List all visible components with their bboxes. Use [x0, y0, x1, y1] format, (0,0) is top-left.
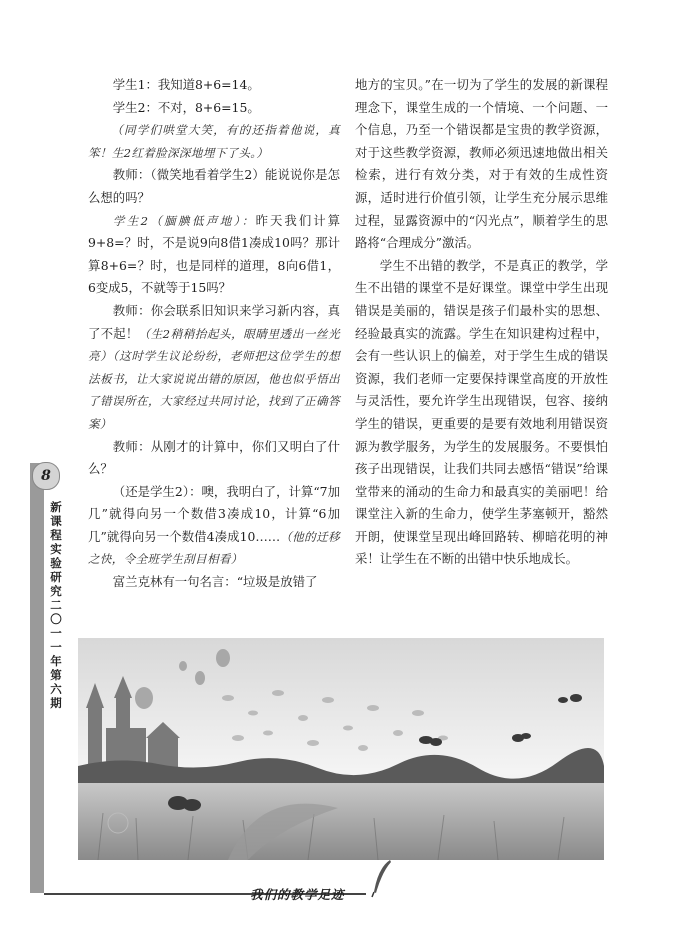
paragraph: 学生2：不对，8+6=15。 [112, 99, 260, 115]
paragraph-text: 昨天我们计算9+8=？时，不是说9向8借1凑成10吗？那计算8+6=？时，也是同样的道理，8向6借1，6变成5，不就等于15吗？ [88, 212, 340, 296]
footer-section-title: 我们的教学足迹 [250, 887, 345, 902]
paragraph [88, 481, 340, 571]
issue-year: 二〇一一年 [50, 598, 62, 668]
paragraph: 地方的宝贝。”在一切为了学生的发展的新课程理念下，课堂生成的一个情境、一个问题、一个信息，乃至一个错误都是宝贵的教学资源，对于这些教学资源，教师必须迅速地做出相关检索，进行有效分类，对于有效的生成性资源，适时进行价值引领，让学生充分展示思维过程，显露资源中的“闪光点”，顺着学生的思路将“合理成分”激活。 [355, 77, 608, 251]
quill-pen-icon [370, 858, 394, 898]
issue-number: 第六期 [50, 668, 62, 710]
journal-name: 新课程实验研究 [50, 500, 62, 598]
paragraph-note: （同学们哄堂大笑，有的还指着他说，真笨！生2红着脸深深地埋下了头。） [88, 123, 340, 160]
paragraph [88, 210, 340, 300]
paragraph-text: 教师：你会联系旧知识来学习新内容，真了不起！ [88, 302, 340, 341]
paragraph-note: （生2稍稍抬起头，眼睛里透出一丝光亮）（这时学生议论纷纷，老师把这位学生的想法板书，让大家说说出错的原因，他也似乎悟出了错误所在，大家经过共同讨论，找到了正确答案） [88, 326, 340, 431]
decorative-illustration [78, 638, 604, 860]
paragraph: 教师：从刚才的计算中，你们又明白了什么？ [88, 438, 340, 477]
paragraph-text: （还是学生2）：噢，我明白了，计算“7加几”就得向另一个数借3凑成10，计算“6加几”就得向另一个数借4凑成10…… [88, 483, 340, 544]
left-text-column [88, 74, 340, 594]
paragraph-note: （他的迁移之快，令全班学生刮目相看） [88, 529, 340, 567]
paragraph: 富兰克林有一句名言：“垃圾是放错了 [112, 574, 318, 590]
paragraph: 学生不出错的教学，不是真正的教学，学生不出错的课堂不是好课堂。课堂中学生出现错误是美丽的，错误是孩子们最朴实的思想、经验最真实的流露。学生在知识建构过程中，会有一些认识上的偏差，对于学生生成的错误资源，我们老师一定要保持课堂高度的开放性与灵活性，要允许学生出现错误，包容、接纳学生的错误，更重要的是要有效地利用错误资源为教学服务，为学生的发展服务。不要惧怕孩子出现错误，让我们共同去感悟“错误”给课堂带来的涌动的生命力和最真实的美丽吧！给课堂注入新的生命力，使学生茅塞顿开，豁然开朗，使课堂呈现出峰回路转、柳暗花明的神采！让学生在不断的出错中快乐地成长。 [355, 257, 608, 567]
right-text-column [355, 74, 608, 571]
paragraph: 教师：（微笑地看着学生2）能说说你是怎么想的吗？ [88, 167, 340, 205]
page-number: 8 [32, 462, 60, 490]
speaker-note: 学生2（腼腆低声地）： [112, 213, 256, 228]
paragraph [88, 300, 340, 436]
margin-bar [30, 463, 44, 893]
paragraph: 学生1：我知道8+6=14。 [112, 77, 260, 92]
